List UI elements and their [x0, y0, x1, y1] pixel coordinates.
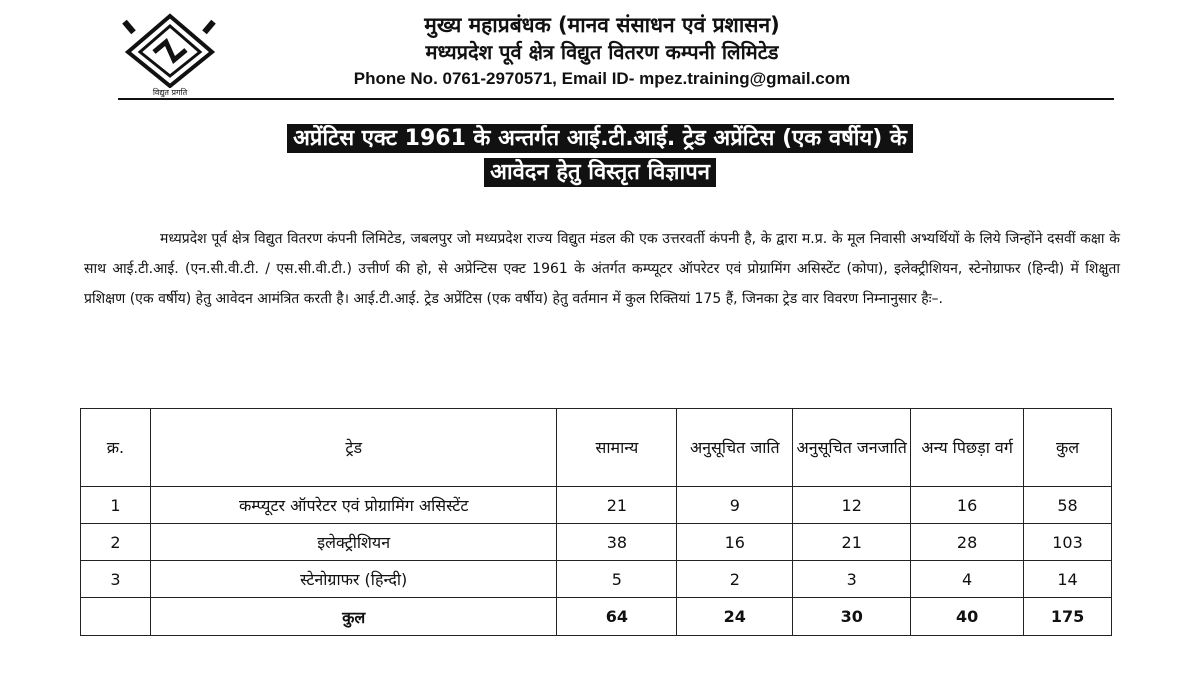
col-header-total: कुल: [1024, 409, 1112, 487]
cell-total: 14: [1024, 561, 1112, 598]
logo-caption: विद्युत प्रगति: [152, 88, 188, 97]
advertisement-banner: [114, 122, 1086, 190]
notice-paragraph: मध्यप्रदेश पूर्व क्षेत्र विद्युत वितरण कंपनी लिमिटेड, जबलपुर जो मध्यप्रदेश राज्य विद्युत मंडल की एक उत्तरवर्ती कंपनी है, के द्वारा म.प्र. के मूल निवासी अभ्यर्थियों के लिये जिन्होंने दसवीं कक्षा के साथ आई.टी.आई. (एन.सी.वी.टी. / एस.सी.वी.टी.) उत्तीर्ण की हो, से अप्रेन्टिस एक्ट 1961 के अंतर्गत कम्प्यूटर ऑपरेटर एवं प्रोग्रामिंग असिस्टेंट (कोपा), इलेक्ट्रीशियन, स्टेनोग्राफर (हिन्दी) में शिक्षुता प्रशिक्षण (एक वर्षीय) हेतु आवेदन आमंत्रित करती है। आई.टी.आई. ट्रेड अप्रेंटिस (एक वर्षीय) हेतु वर्तमान में कुल रिक्तियां 175 हैं, जिनका ट्रेड वार विवरण निम्नानुसार हैः–.: [84, 231, 1120, 307]
col-header-obc: अन्य पिछड़ा वर्ग: [911, 409, 1024, 487]
cell-sc: 9: [677, 487, 793, 524]
cell-obc: 4: [911, 561, 1024, 598]
cell-total: 58: [1024, 487, 1112, 524]
table-row: [81, 487, 1112, 524]
cell-trade: इलेक्ट्रीशियन: [150, 524, 557, 561]
cell-general: 21: [557, 487, 677, 524]
cell-general: 5: [557, 561, 677, 598]
cell-serial: 1: [81, 487, 151, 524]
table-header-row: [81, 409, 1112, 487]
col-header-sc: अनुसूचित जाति: [677, 409, 793, 487]
header-contact: Phone No. 0761-2970571, Email ID- mpez.training@gmail.com: [353, 69, 851, 88]
total-grand: 175: [1024, 598, 1112, 636]
header-title-line1: मुख्य महाप्रबंधक (मानव संसाधन एवं प्रशासन): [424, 13, 780, 37]
banner-line2: आवेदन हेतु विस्तृत विज्ञापन: [484, 158, 716, 187]
cell-st: 3: [793, 561, 911, 598]
cell-serial: 2: [81, 524, 151, 561]
cell-st: 12: [793, 487, 911, 524]
table-row: [81, 561, 1112, 598]
banner-line1: अप्रेंटिस एक्ट 1961 के अन्तर्गत आई.टी.आई. ट्रेड अप्रेंटिस (एक वर्षीय) के: [287, 124, 913, 153]
col-header-trade: ट्रेड: [150, 409, 557, 487]
total-cell-serial: [81, 598, 151, 636]
cell-general: 38: [557, 524, 677, 561]
total-general: 64: [557, 598, 677, 636]
cell-sc: 16: [677, 524, 793, 561]
total-st: 30: [793, 598, 911, 636]
cell-trade: स्टेनोग्राफर (हिन्दी): [150, 561, 557, 598]
header-divider: [118, 98, 1114, 100]
header-title-line2: मध्यप्रदेश पूर्व क्षेत्र विद्युत वितरण कम्पनी लिमिटेड: [425, 40, 779, 64]
cell-obc: 28: [911, 524, 1024, 561]
vacancy-table: [80, 408, 1112, 636]
total-label: कुल: [150, 598, 557, 636]
col-header-general: सामान्य: [557, 409, 677, 487]
table-total-row: [81, 598, 1112, 636]
total-sc: 24: [677, 598, 793, 636]
cell-obc: 16: [911, 487, 1024, 524]
col-header-st: अनुसूचित जनजाति: [793, 409, 911, 487]
table-row: [81, 524, 1112, 561]
cell-sc: 2: [677, 561, 793, 598]
col-header-serial: क्र.: [81, 409, 151, 487]
logo-emblem-icon: [120, 12, 220, 88]
cell-st: 21: [793, 524, 911, 561]
company-logo: [120, 12, 220, 100]
cell-serial: 3: [81, 561, 151, 598]
cell-trade: कम्प्यूटर ऑपरेटर एवं प्रोग्रामिंग असिस्टेंट: [150, 487, 557, 524]
total-obc: 40: [911, 598, 1024, 636]
cell-total: 103: [1024, 524, 1112, 561]
